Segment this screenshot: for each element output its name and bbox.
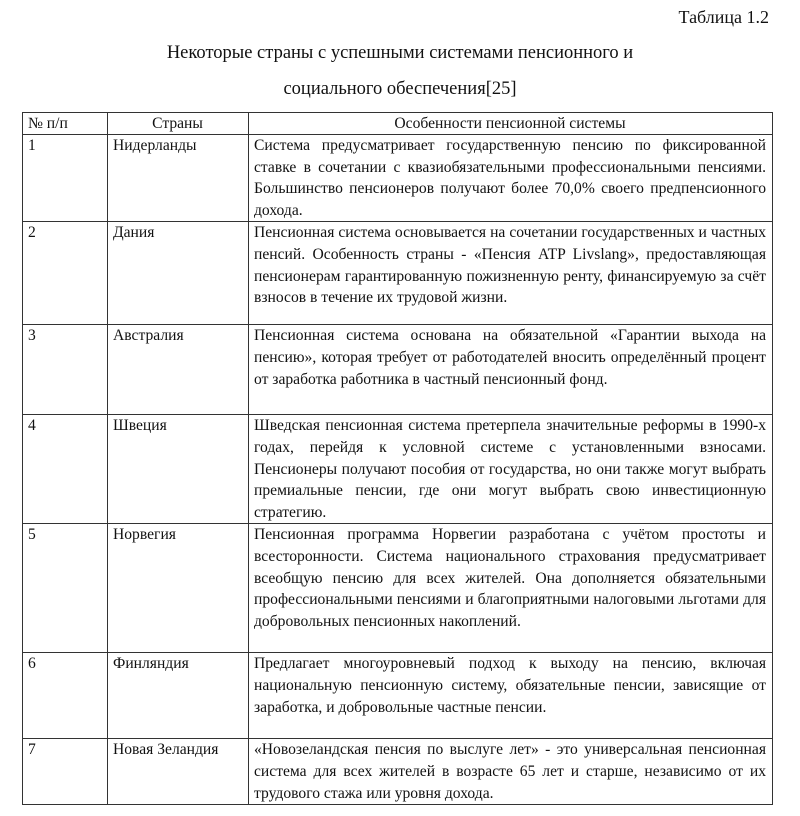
- table-row: [23, 222, 773, 325]
- row-description: Пенсионная система основывается на сочетании государственных и частных пенсий. Особенность страны - «Пенсия ATP Livslang», предоставляющая пенсионерам гарантированную пожизненную ренту, финансируемую за счёт взносов в течение их трудовой жизни.: [249, 222, 773, 325]
- table-row: [23, 325, 773, 415]
- row-number: 6: [23, 653, 108, 739]
- row-description: Система предусматривает государственную пенсию по фиксированной ставке в сочетании с квазиобязательными профессиональными пенсиями. Большинство пенсионеров получают более 70,0% своего предпенсионного дохода.: [249, 135, 773, 222]
- header-features: Особенности пенсионной системы: [249, 113, 773, 135]
- row-description: Пенсионная система основана на обязательной «Гарантии выхода на пенсию», которая требует от работодателей вносить определённый процент от заработка работника в частный пенсионный фонд.: [249, 325, 773, 415]
- row-description: Предлагает многоуровневый подход к выходу на пенсию, включая национальную пенсионную систему, обязательные пенсии, зависящие от заработка, и добровольные частные пенсии.: [249, 653, 773, 739]
- table-row: [23, 415, 773, 524]
- header-country: Страны: [108, 113, 249, 135]
- row-country: Дания: [108, 222, 249, 325]
- row-description: Пенсионная программа Норвегии разработана с учётом простоты и всесторонности. Система национального страхования предусматривает всеобщую пенсию для всех жителей. Она дополняется обязательными профессиональными пенсиями и благоприятными налоговыми льготами для добровольных пенсионных накоплений.: [249, 524, 773, 653]
- pension-systems-table: [22, 112, 773, 805]
- row-number: 1: [23, 135, 108, 222]
- row-country: Норвегия: [108, 524, 249, 653]
- table-number-label: Таблица 1.2: [678, 7, 769, 27]
- row-number: 4: [23, 415, 108, 524]
- table-row: [23, 524, 773, 653]
- table-title-line-1: Некоторые страны с успешными системами пенсионного и: [166, 43, 634, 63]
- row-number: 7: [23, 739, 108, 805]
- row-number: 3: [23, 325, 108, 415]
- header-number: № п/п: [23, 113, 108, 135]
- row-country: Новая Зеландия: [108, 739, 249, 805]
- row-country: Нидерланды: [108, 135, 249, 222]
- table-row: [23, 739, 773, 805]
- row-number: 2: [23, 222, 108, 325]
- table-row: [23, 135, 773, 222]
- table-row: [23, 653, 773, 739]
- row-description: «Новозеландская пенсия по выслуге лет» - это универсальная пенсионная система для всех жителей в возрасте 65 лет и старше, независимо от их трудового стажа или уровня дохода.: [249, 739, 773, 805]
- row-country: Швеция: [108, 415, 249, 524]
- table-header-row: [23, 113, 773, 135]
- row-country: Финляндия: [108, 653, 249, 739]
- row-country: Австралия: [108, 325, 249, 415]
- row-number: 5: [23, 524, 108, 653]
- table-title-line-2: социального обеспечения[25]: [283, 79, 517, 99]
- row-description: Шведская пенсионная система претерпела значительные реформы в 1990-х годах, перейдя к условной системе с установленными взносами. Пенсионеры получают пособия от государства, но они также могут выбрать премиальные пенсии, где они могут выбрать свою инвестиционную стратегию.: [249, 415, 773, 524]
